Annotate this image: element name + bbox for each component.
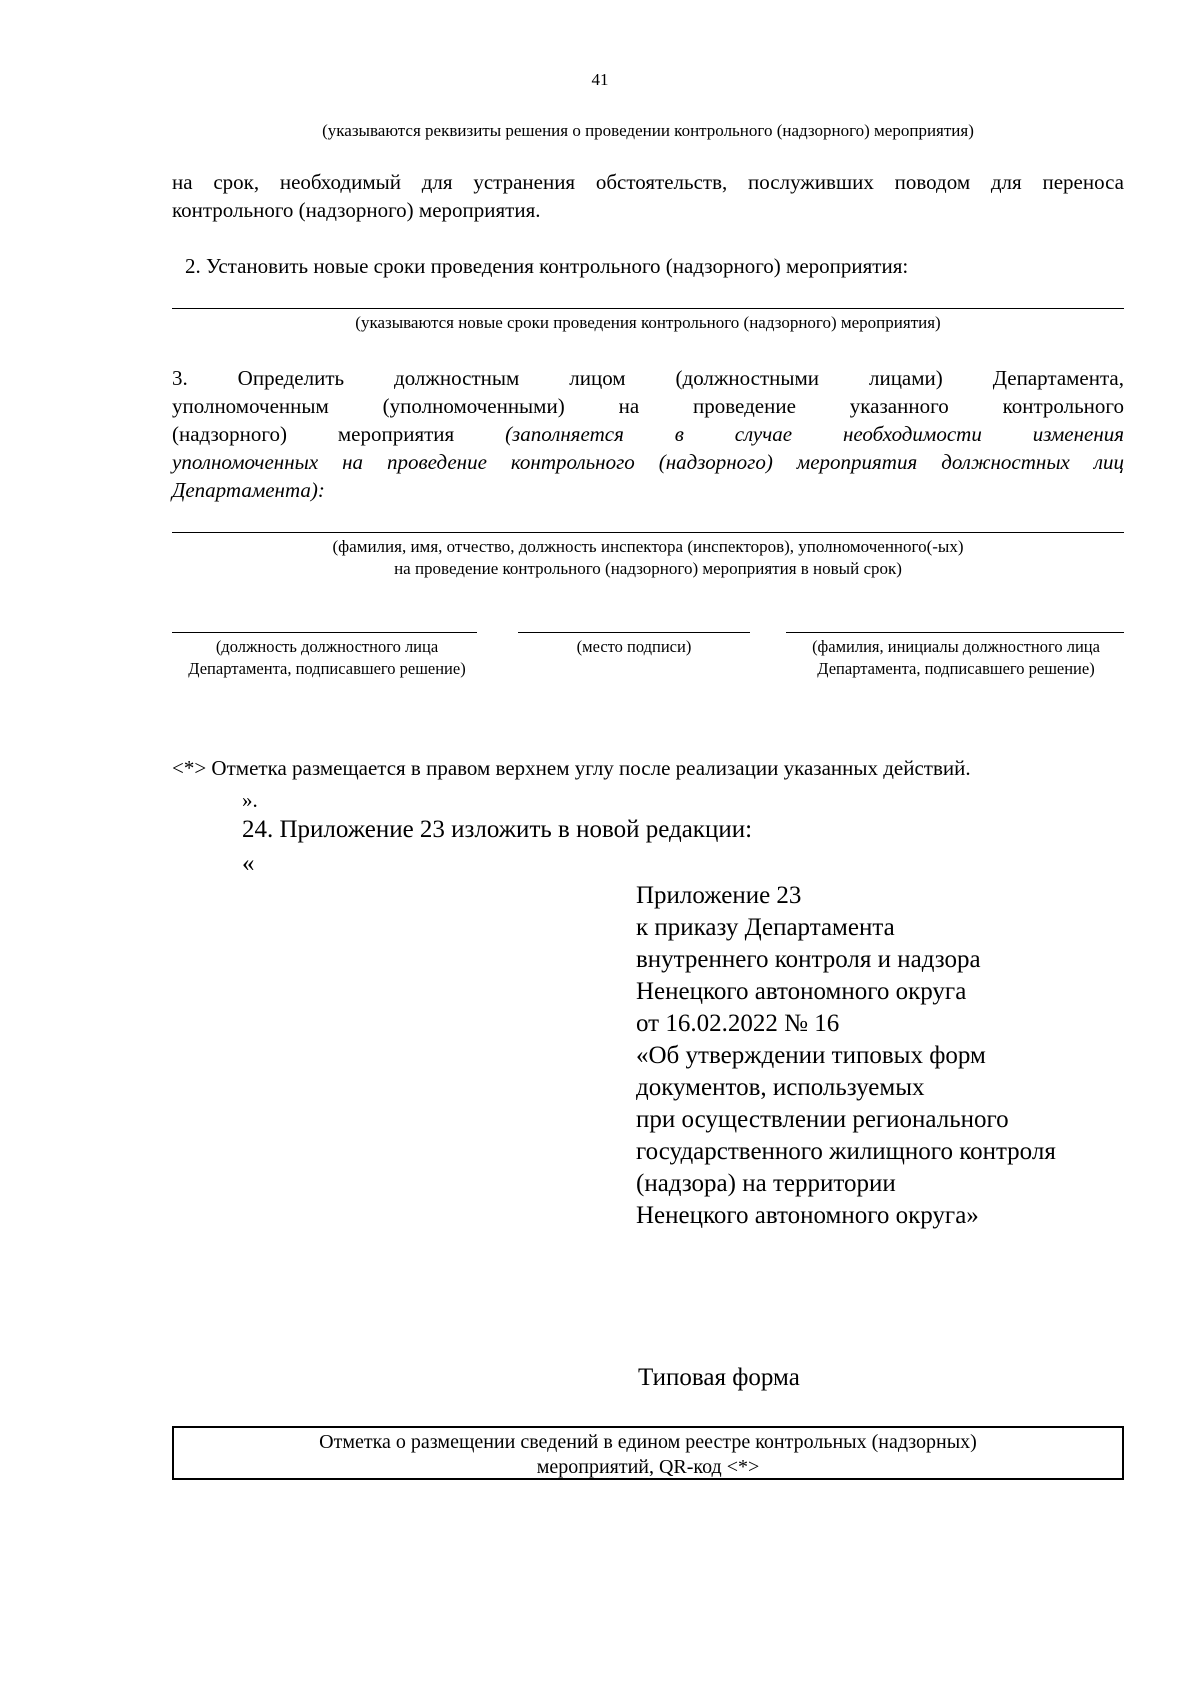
- registry-box-line: Отметка о размещении сведений в едином реестре контрольных (надзорных): [319, 1431, 977, 1453]
- appendix-line: Ненецкого автономного округа»: [636, 1202, 979, 1229]
- appendix-line: документов, используемых: [636, 1074, 925, 1101]
- item-3-italic: (заполняется в случае необходимости изменения: [505, 422, 1124, 446]
- appendix-header: [636, 880, 1156, 1232]
- signature-place-caption: (место подписи): [576, 637, 692, 656]
- appendix-line: «Об утверждении типовых форм: [636, 1042, 986, 1069]
- signature-position-caption: (должность должностного лица Департамента, подписавшего решение): [188, 637, 466, 678]
- item-3-line: уполномоченных на проведение контрольного (надзорного) мероприятия должностных лиц: [172, 450, 1124, 474]
- item-3-line: 3. Определить должностным лицом (должностными лицами) Департамента,: [172, 366, 1124, 390]
- appendix-line: к приказу Департамента: [636, 914, 895, 941]
- registry-box-line: мероприятий, QR-код <*>: [536, 1456, 760, 1478]
- fill-in-line: [172, 308, 1124, 309]
- item-3-line: Департамента):: [172, 478, 325, 502]
- appendix-line: от 16.02.2022 № 16: [636, 1010, 840, 1037]
- signature-name-caption: (фамилия, инициалы должностного лица Департамента, подписавшего решение): [812, 637, 1100, 678]
- appendix-line: государственного жилищного контроля: [636, 1138, 1056, 1165]
- item-3-normal: (надзорного) мероприятия: [172, 422, 506, 446]
- item-3-line: уполномоченным (уполномоченными) на проведение указанного контрольного: [172, 394, 1124, 418]
- page-number: 41: [591, 70, 609, 89]
- closing-quote: ».: [242, 788, 258, 812]
- appendix-line: Приложение 23: [636, 882, 802, 909]
- signature-line: [518, 632, 750, 633]
- caption-decision: (указываются реквизиты решения о проведении контрольного (надзорного) мероприятия): [322, 121, 974, 140]
- signature-line: [786, 632, 1124, 633]
- appendix-line: при осуществлении регионального: [636, 1106, 1009, 1133]
- footnote: <*> Отметка размещается в правом верхнем углу после реализации указанных действий.: [172, 756, 971, 780]
- item-24: 24. Приложение 23 изложить в новой редакции:: [242, 816, 753, 843]
- caption-inspector: на проведение контрольного (надзорного) мероприятия в новый срок): [394, 559, 902, 578]
- fill-in-line: [172, 532, 1124, 533]
- form-label: Типовая форма: [638, 1364, 800, 1391]
- opening-quote: «: [242, 850, 255, 877]
- paragraph-line: на срок, необходимый для устранения обстоятельств, послуживших поводом для переноса: [172, 170, 1124, 194]
- appendix-line: (надзора) на территории: [636, 1170, 896, 1197]
- caption-inspector: (фамилия, имя, отчество, должность инспектора (инспекторов), уполномоченного(-ых): [332, 537, 964, 556]
- item-3-line: [172, 420, 1124, 448]
- item-2: 2. Установить новые сроки проведения контрольного (надзорного) мероприятия:: [185, 254, 909, 278]
- appendix-line: внутреннего контроля и надзора: [636, 946, 981, 973]
- caption-new-dates: (указываются новые сроки проведения контрольного (надзорного) мероприятия): [355, 313, 941, 332]
- signature-line: [172, 632, 477, 633]
- appendix-line: Ненецкого автономного округа: [636, 978, 967, 1005]
- registry-box: [172, 1426, 1124, 1480]
- paragraph-line: контрольного (надзорного) мероприятия.: [172, 198, 541, 222]
